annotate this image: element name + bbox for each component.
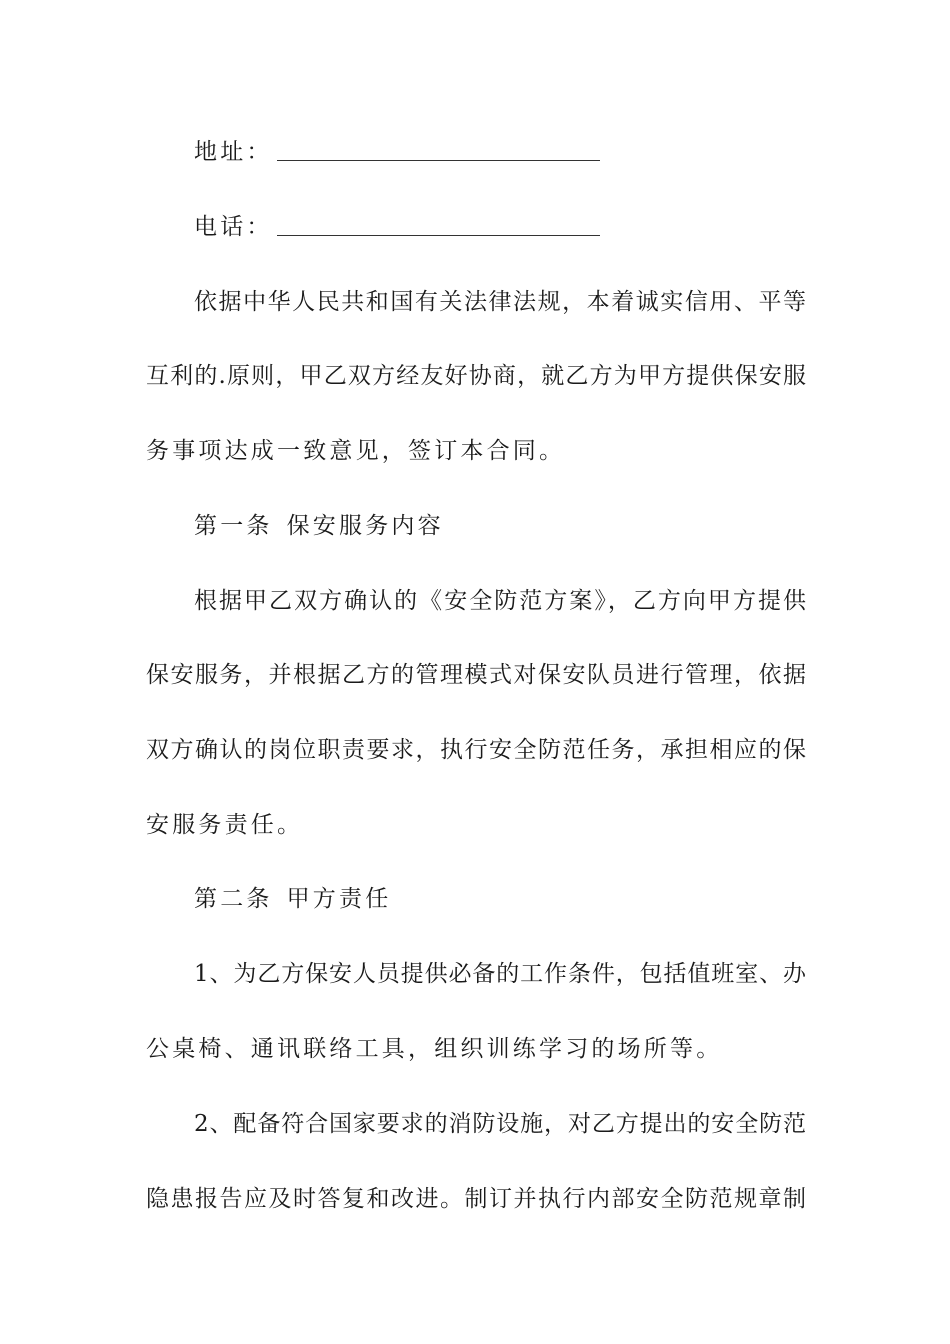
phone-blank: [277, 213, 600, 236]
preamble-line-3: 务事项达成一致意见，签订本合同。: [146, 438, 566, 464]
article-2-title: 甲方责任: [286, 886, 392, 912]
article-2-item-1-line-1: 1、为乙方保安人员提供必备的工作条件，包括值班室、办: [194, 961, 806, 987]
phone-field: [194, 212, 854, 242]
address-field: [194, 137, 854, 167]
article-2-heading: [194, 884, 854, 914]
address-blank: [277, 138, 600, 161]
article-1-line-3: 双方确认的岗位职责要求，执行安全防范任务，承担相应的保: [146, 737, 806, 763]
article-1-number: 第一条: [194, 513, 273, 539]
article-2-item-2-line-2: 隐患报告应及时答复和改进。制订并执行内部安全防范规章制: [146, 1186, 806, 1212]
article-1-title: 保安服务内容: [286, 513, 444, 539]
article-1-line-2: 保安服务，并根据乙方的管理模式对保安队员进行管理，依据: [146, 662, 806, 688]
preamble-line-1: 依据中华人民共和国有关法律法规，本着诚实信用、平等: [194, 289, 806, 315]
article-2-item-1-line-2: 公桌椅、通讯联络工具，组织训练学习的场所等。: [146, 1036, 723, 1062]
article-1-heading: [194, 511, 854, 541]
article-1-line-4: 安服务责任。: [146, 812, 304, 838]
preamble-line-2: 互利的.原则，甲乙双方经友好协商，就乙方为甲方提供保安服: [146, 363, 806, 389]
address-label: 地址：: [194, 139, 273, 165]
article-2-number: 第二条: [194, 886, 273, 912]
phone-label: 电话：: [194, 214, 273, 240]
article-1-line-1: 根据甲乙双方确认的《安全防范方案》，乙方向甲方提供: [194, 588, 806, 614]
article-2-item-2-line-1: 2、配备符合国家要求的消防设施，对乙方提出的安全防范: [194, 1111, 806, 1137]
